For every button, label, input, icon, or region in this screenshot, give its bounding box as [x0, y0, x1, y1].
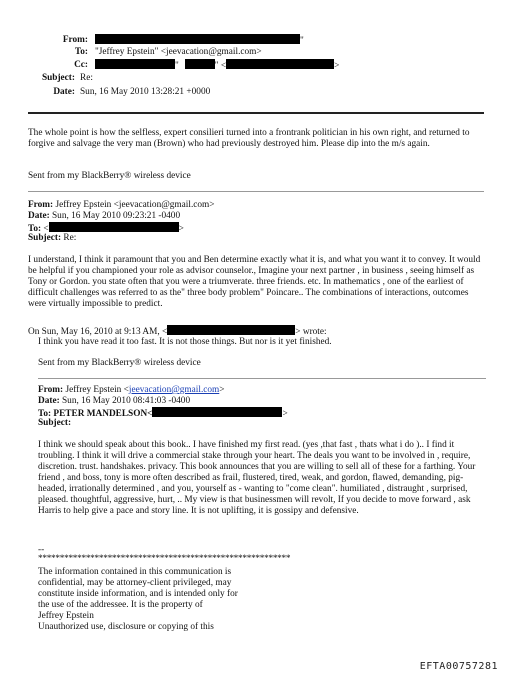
message-3-date: Date: Sun, 16 May 2010 08:41:03 -0400: [38, 396, 191, 406]
redaction-box: [185, 59, 215, 69]
bates-number: EFTA00757281: [419, 661, 498, 672]
header-cc-label: Cc:: [74, 60, 88, 70]
message-2-body: I understand, I think it paramount that you and Ben determine exactly what it is, and what you want it to convey. It would be helpful if you championed your role as advisor counselor., Imagine your next partner , in business , seeing himself as Tony or Gordon. you state often that you were a triumverate. three friends. etc. In mathematics , one of the earliest of difficult challenges was referred to as the" three body problem" Poincare.. The combinations of interactions, outcomes were virtually impossible to predict.: [28, 255, 481, 309]
disclaimer-line: Jeffrey Epstein: [38, 611, 94, 621]
message-2-to: To: < >: [28, 224, 184, 234]
disclaimer-line: confidential, may be attorney-client privileged, may: [38, 578, 232, 588]
message-1-body: The whole point is how the selfless, expert consilieri turned into a frontrank politician in his own right, and returned to forgive and salvage the very man (Brown) who had previously destroyed him. Please dip into the m/s again.: [28, 128, 470, 149]
message-2-date: Date: Sun, 16 May 2010 09:23:21 -0400: [28, 211, 181, 221]
message-3-from: From: Jeffrey Epstein <jeevacation@gmail.com>: [38, 385, 225, 395]
header-divider: [28, 112, 484, 114]
signature-dashes: --: [38, 545, 45, 555]
message-2-subject: Subject: Re:: [28, 233, 77, 243]
disclaimer-line: constitute inside information, and is intended only for: [38, 589, 238, 599]
redaction-box: [49, 222, 179, 232]
header-to-value: "Jeffrey Epstein" <jeevacation@gmail.com>: [95, 47, 262, 57]
redaction-box: [167, 325, 295, 335]
disclaimer-line: the use of the addressee. It is the property of: [38, 600, 203, 610]
header-date-value: Sun, 16 May 2010 13:28:21 +0000: [80, 87, 211, 97]
message-1-signature: Sent from my BlackBerry® wireless device: [28, 171, 191, 181]
disclaimer-line: Unauthorized use, disclosure or copying of this: [38, 622, 214, 632]
message-2-from: From: Jeffrey Epstein <jeevacation@gmail.com>: [28, 200, 215, 210]
redaction-box: [226, 59, 334, 69]
message-divider: [28, 191, 484, 192]
email-link[interactable]: jeevacation@gmail.com: [128, 385, 220, 395]
quote-line-1: I think you have read it too fast. It is not those things. But nor is it yet finished.: [38, 337, 332, 347]
header-subject-value: Re:: [80, 73, 93, 83]
disclaimer-line: The information contained in this communication is: [38, 567, 232, 577]
header-from-label: From:: [62, 35, 88, 45]
message-3-body: I think we should speak about this book.. I have finished my first read. (yes ,that fast , thats what i do ).. I find it troubling. I think it will drive a commercial stake through your heart. The deals you want to be involved in , require, discretion. trust. handshakes. privacy. This book announces that you are willing to sell all of these for a farthing. Your friend , and boss, tony is more often described as frail, flustered, tired, weak, and gordon, flawed, demanding, pig-headed, irrationally determined , and you, yourself as - wanting to "come clean". humiliated , distraught , surprised, pleased. thoughtful, aggressive, hurt, .. My view is that businessmen will revolt, If you decide to move forward , ask Harris to help give a pace and story line. It is not uplifting, it is gossipy and defensive.: [38, 440, 476, 516]
quote-divider: [38, 378, 486, 379]
quote-signature: Sent from my BlackBerry® wireless device: [38, 358, 201, 368]
quote-intro: On Sun, May 16, 2010 at 9:13 AM, < > wrote:: [28, 327, 327, 337]
signature-stars: **********************************************************: [38, 554, 291, 564]
redaction-box: [95, 59, 175, 69]
header-to-label: To:: [74, 47, 88, 57]
redaction-box: [152, 407, 282, 417]
header-from-value: ": [95, 34, 304, 47]
header-date-label: Date:: [53, 87, 75, 97]
message-3-to: To: PETER MANDELSON< >: [38, 409, 288, 419]
message-3-subject: Subject:: [38, 418, 72, 428]
header-cc-value: " " < >: [95, 59, 339, 72]
redaction-box: [95, 34, 300, 44]
header-subject-label: Subject:: [41, 73, 75, 83]
